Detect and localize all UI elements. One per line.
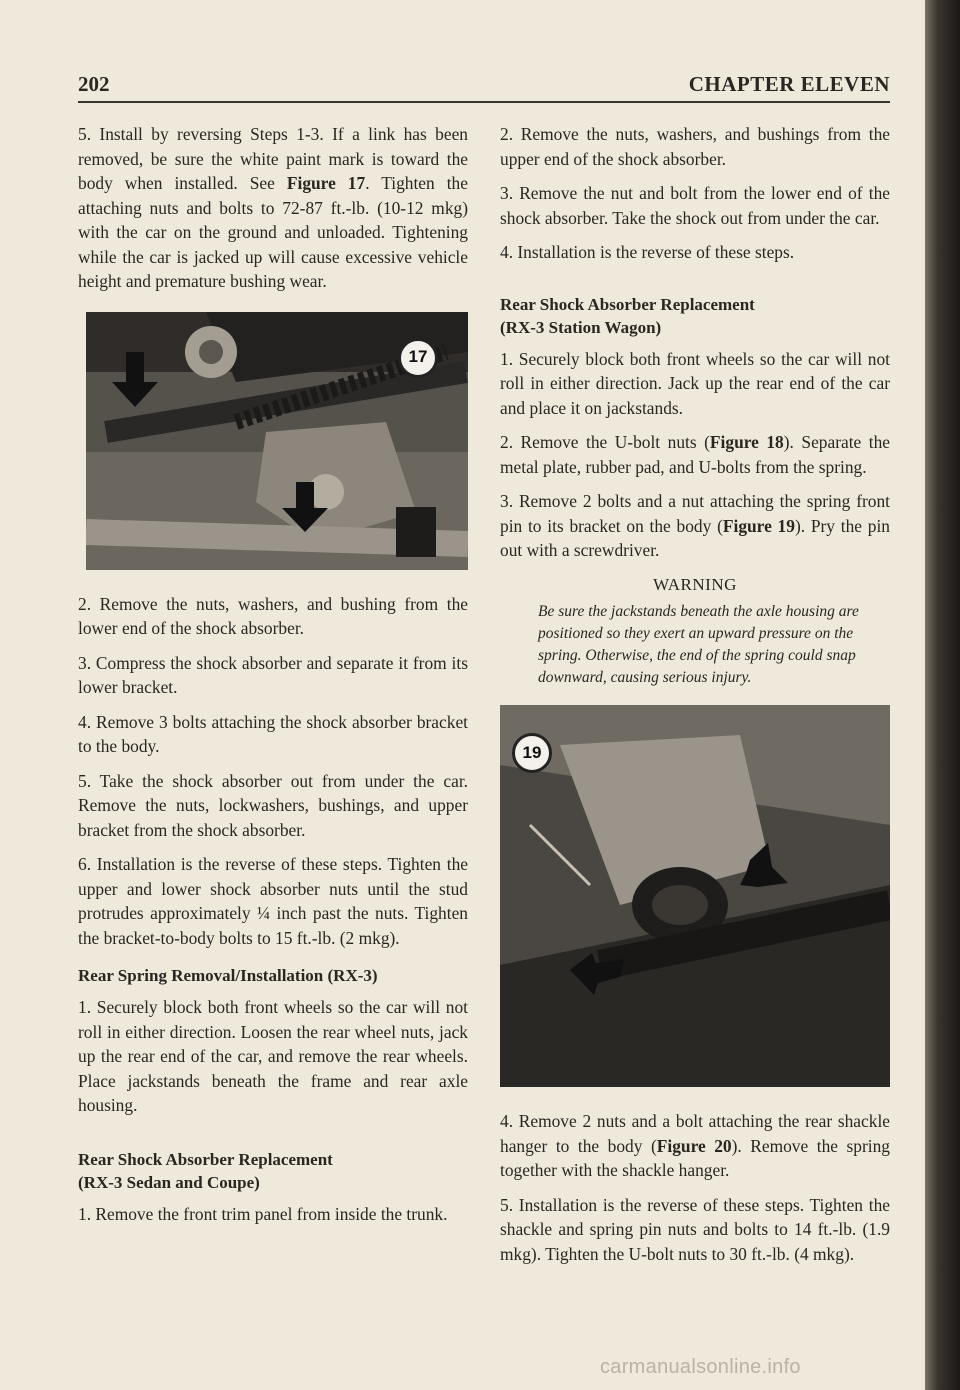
watermark: carmanualsonline.info bbox=[600, 1356, 801, 1378]
page-header bbox=[78, 72, 890, 100]
sedan-shock-heading: Rear Shock Absorber Replacement (RX-3 Sedan and Coupe) bbox=[78, 1149, 333, 1192]
sedan-step-1: 1. Remove the front trim panel from inside the trunk. bbox=[78, 1203, 448, 1224]
sedan-step-4: 4. Installation is the reverse of these steps. bbox=[500, 242, 795, 262]
shock-step-6: 6. Installation is the reverse of these steps. Tighten the upper and lower shock absorber nuts until the stud protrudes approximately ¼ inch past the nuts. Tighten the bracket-to-body bolts to 15 ft.-lb. (2 mkg). bbox=[78, 854, 468, 948]
sedan-step-2: 2. Remove the nuts, washers, and bushings from the upper end of the shock absorber. bbox=[500, 124, 890, 169]
right-column bbox=[500, 122, 890, 1276]
figure-19-badge: 19 bbox=[512, 733, 552, 773]
wagon-step-4: 4. Remove 2 nuts and a bolt attaching the rear shackle hanger to the body (Figure 20). Remove the spring together with the shackle hanger. bbox=[500, 1111, 890, 1180]
install-step-5: 5. Install by reversing Steps 1-3. If a link has been removed, be sure the white paint mark is toward the body when installed. See Figure 17. Tighten the attaching nuts and bolts to 72-87 ft.-lb. (10-12 mkg) with the car on the ground and unloaded. Tightening while the car is jacked up will cause excessive vehicle height and premature bushing wear. bbox=[78, 124, 468, 291]
page-number: 202 bbox=[78, 72, 110, 96]
left-column bbox=[78, 122, 468, 1236]
shock-step-4: 4. Remove 3 bolts attaching the shock absorber bracket to the body. bbox=[78, 711, 468, 756]
wagon-step-3: 3. Remove 2 bolts and a nut attaching the spring front pin to its bracket on the body (Figure 19). Pry the pin out with a screwdriver. bbox=[500, 491, 890, 560]
warning-title: WARNING bbox=[653, 574, 737, 594]
chapter-title: CHAPTER ELEVEN bbox=[688, 72, 890, 96]
warning-text: Be sure the jackstands beneath the axle housing are positioned so they exert an upward pressure on the spring. Otherwise, the end of the spring could snap downward, causing serious injury. bbox=[538, 603, 859, 686]
wagon-step-2: 2. Remove the U-bolt nuts (Figure 18). Separate the metal plate, rubber pad, and U-bolts from the spring. bbox=[500, 432, 891, 477]
wagon-shock-heading: Rear Shock Absorber Replacement (RX-3 Station Wagon) bbox=[500, 294, 755, 337]
figure-17-badge: 17 bbox=[398, 338, 438, 378]
binding-edge bbox=[925, 0, 960, 1390]
spring-step-1: 1. Securely block both front wheels so the car will not roll in either direction. Loosen the rear wheel nuts, jack up the rear end of the car, and remove the rear wheels. Place jackstands beneath the frame and rear axle housing. bbox=[78, 997, 468, 1115]
figure-17-photo bbox=[86, 312, 468, 570]
wagon-step-1: 1. Securely block both front wheels so the car will not roll in either direction. Jack up the rear end of the car and place it on jackstands. bbox=[500, 348, 890, 418]
wagon-step-5: 5. Installation is the reverse of these steps. Tighten the shackle and spring pin nuts and bolts to 14 ft.-lb. (1.9 mkg). Tighten the U-bolt nuts to 30 ft.-lb. (4 mkg). bbox=[500, 1194, 890, 1264]
sedan-step-3: 3. Remove the nut and bolt from the lower end of the shock absorber. Take the shock out from under the car. bbox=[500, 183, 890, 228]
header-rule bbox=[78, 101, 890, 103]
rear-spring-heading: Rear Spring Removal/Installation (RX-3) bbox=[78, 966, 378, 985]
shock-step-5: 5. Take the shock absorber out from under the car. Remove the nuts, lockwashers, bushings, and upper bracket from the shock absorber. bbox=[78, 770, 468, 840]
shock-step-2: 2. Remove the nuts, washers, and bushing from the lower end of the shock absorber. bbox=[78, 593, 468, 638]
shock-step-3: 3. Compress the shock absorber and separate it from its lower bracket. bbox=[78, 652, 468, 697]
figure-19-photo bbox=[500, 705, 890, 1087]
